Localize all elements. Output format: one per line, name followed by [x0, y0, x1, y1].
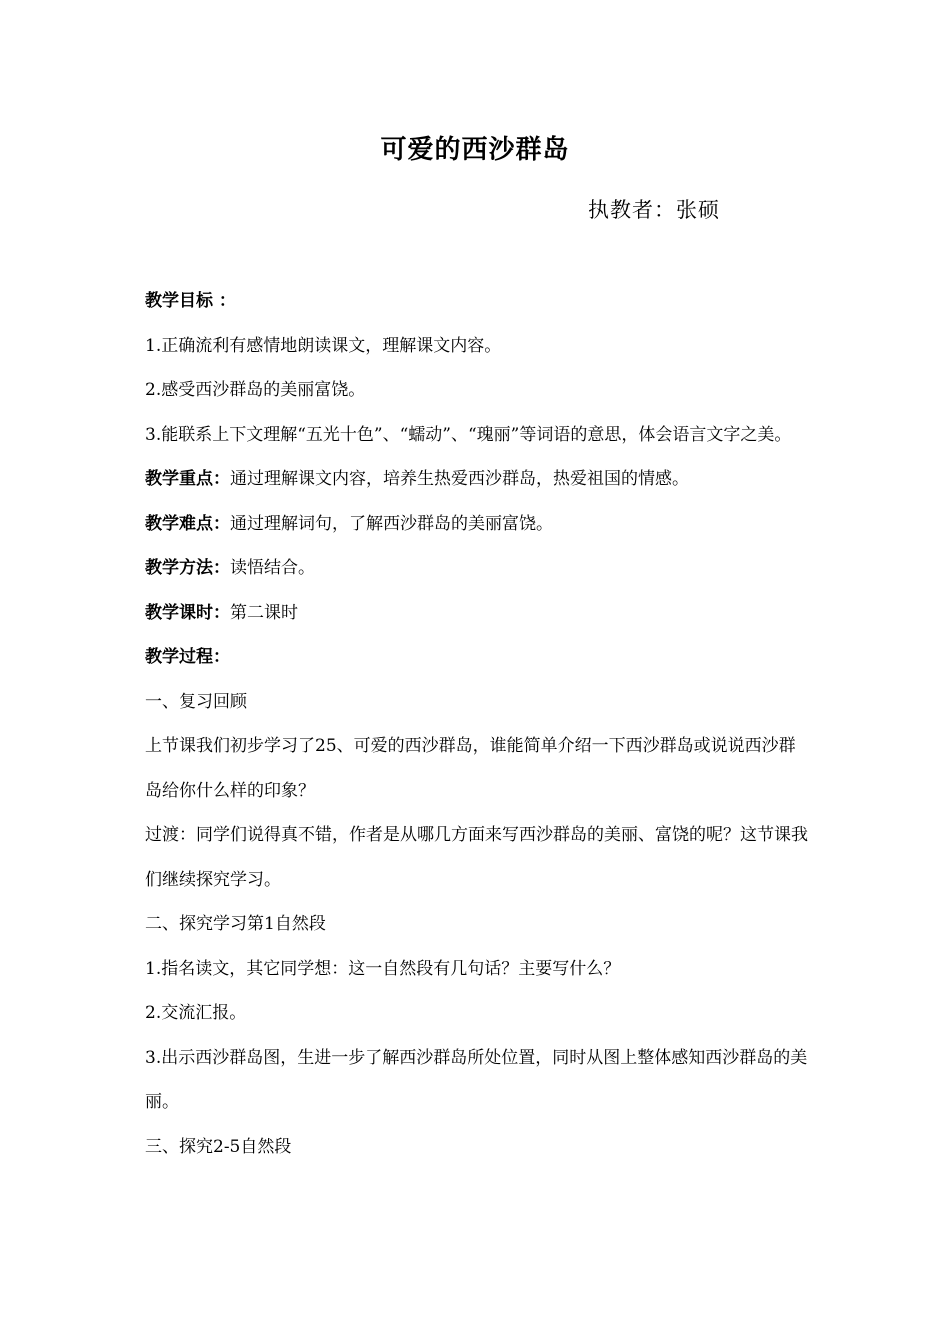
key-point-label: 教学重点：	[145, 469, 230, 489]
objective-item: 1.正确流利有感情地朗读课文，理解课文内容。	[145, 335, 502, 356]
method	[145, 546, 810, 591]
process-heading: 教学过程：	[145, 647, 230, 667]
process-item: 2.交流汇报。	[145, 1003, 247, 1023]
process-item: 1.指名读文，其它同学想：这一自然段有几句话？主要写什么？	[145, 958, 621, 979]
difficulty-label: 教学难点：	[145, 513, 230, 534]
method-text: 读悟结合。	[230, 558, 315, 578]
author-line: 执教者：张硕	[588, 198, 720, 222]
objectives-heading: 教学目标 ：	[145, 291, 236, 311]
key-point-text: 通过理解课文内容，培养生热爱西沙群岛，热爱祖国的情感。	[230, 469, 689, 489]
process-item: 三、探究2-5自然段	[145, 1136, 292, 1157]
objective-item: 2.感受西沙群岛的美丽富饶。	[145, 380, 366, 400]
period-text: 第二课时	[230, 602, 298, 623]
process-item: 上节课我们初步学习了25、可爱的西沙群岛，谁能简单介绍一下西沙群岛或说说西沙群岛给你什么样的印象？	[145, 736, 796, 801]
difficulty-text: 通过理解词句，了解西沙群岛的美丽富饶。	[230, 513, 553, 534]
process-item: 一、复习回顾	[145, 691, 247, 712]
method-label: 教学方法：	[145, 558, 230, 578]
document-title: 可爱的西沙群岛	[380, 135, 570, 165]
objective-item: 3.能联系上下文理解“五光十色”、“蠕动”、“瑰丽”等词语的意思，体会语言文字之美。	[145, 424, 792, 445]
process-item: 3.出示西沙群岛图，生进一步了解西沙群岛所处位置，同时从图上整体感知西沙群岛的美丽。	[145, 1047, 808, 1112]
process-item: 二、探究学习第1自然段	[145, 914, 326, 934]
difficulty	[145, 502, 810, 547]
process-item: 过渡：同学们说得真不错，作者是从哪几方面来写西沙群岛的美丽、富饶的呢？这节课我们继续探究学习。	[145, 825, 808, 890]
key-point	[145, 457, 810, 502]
period-label: 教学课时：	[145, 602, 230, 623]
period	[145, 591, 810, 636]
document-body	[145, 279, 810, 1169]
